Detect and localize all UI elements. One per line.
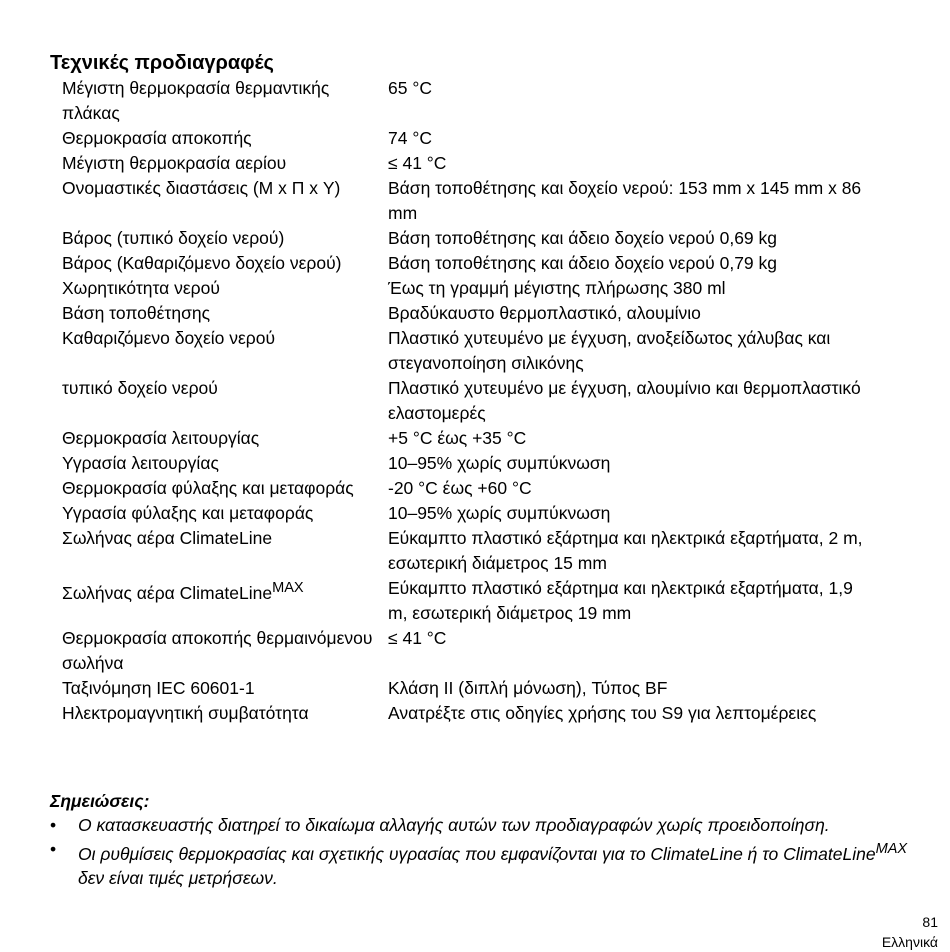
spec-label: Ονομαστικές διαστάσεις (Μ x Π x Υ) bbox=[62, 178, 341, 198]
spec-value: ≤ 41 °C bbox=[388, 153, 447, 173]
spec-value: 10–95% χωρίς συμπύκνωση bbox=[388, 503, 611, 523]
spec-label: Χωρητικότητα νερού bbox=[62, 278, 220, 298]
table-row bbox=[62, 326, 868, 376]
bullet-icon: • bbox=[50, 839, 57, 859]
spec-value: Ανατρέξτε στις οδηγίες χρήσης του S9 για λεπτομέρειες bbox=[388, 703, 817, 723]
spec-value: Βάση τοποθέτησης και άδειο δοχείο νερού 0,79 kg bbox=[388, 253, 777, 273]
table-row bbox=[62, 151, 868, 176]
spec-value: Έως τη γραμμή μέγιστης πλήρωσης 380 ml bbox=[388, 278, 726, 298]
spec-value: -20 °C έως +60 °C bbox=[388, 478, 532, 498]
page-footer bbox=[882, 912, 938, 952]
table-row bbox=[62, 676, 868, 701]
spec-label: Θερμοκρασία φύλαξης και μεταφοράς bbox=[62, 478, 354, 498]
spec-label: Υγρασία λειτουργίας bbox=[62, 453, 219, 473]
spec-value: Βάση τοποθέτησης και δοχείο νερού: 153 mm x 145 mm x 86 mm bbox=[388, 178, 862, 223]
spec-label: Βάρος (τυπικό δοχείο νερού) bbox=[62, 228, 285, 248]
language-label: Ελληνικά bbox=[881, 934, 938, 950]
table-row bbox=[62, 126, 868, 151]
spec-label: Θερμοκρασία λειτουργίας bbox=[62, 428, 260, 448]
spec-label: Σωλήνας αέρα ClimateLine bbox=[62, 528, 273, 548]
trademark-superscript: MAX bbox=[875, 841, 908, 857]
notes-heading: Σημειώσεις: bbox=[50, 791, 150, 811]
table-row bbox=[62, 451, 868, 476]
note-text: Ο κατασκευαστής διατηρεί το δικαίωμα αλλαγής αυτών των προδιαγραφών χωρίς προειδοποίηση. bbox=[78, 815, 830, 835]
specifications-table bbox=[62, 76, 868, 726]
table-row bbox=[62, 576, 868, 626]
spec-label-text: Σωλήνας αέρα ClimateLine bbox=[62, 582, 273, 603]
table-row bbox=[62, 276, 868, 301]
spec-value: Εύκαμπτο πλαστικό εξάρτημα και ηλεκτρικά εξαρτήματα, 1,9 m, εσωτερική διάμετρος 19 mm bbox=[388, 578, 853, 623]
table-row bbox=[62, 376, 868, 426]
spec-label: Καθαριζόμενο δοχείο νερού bbox=[62, 328, 276, 348]
spec-value: Πλαστικό χυτευμένο με έγχυση, αλουμίνιο και θερμοπλαστικό ελαστομερές bbox=[388, 378, 861, 423]
table-row bbox=[62, 176, 868, 226]
note-text: Οι ρυθμίσεις θερμοκρασίας και σχετικής υγρασίας που εμφανίζονται για το ClimateLine ή το ClimateLine bbox=[78, 843, 876, 864]
spec-label: Μέγιστη θερμοκρασία αερίου bbox=[62, 153, 287, 173]
table-row bbox=[62, 226, 868, 251]
spec-value: 74 °C bbox=[388, 128, 432, 148]
table-row bbox=[62, 501, 868, 526]
spec-label: Ηλεκτρομαγνητική συμβατότητα bbox=[62, 703, 309, 723]
spec-value: Βάση τοποθέτησης και άδειο δοχείο νερού 0,69 kg bbox=[388, 228, 777, 248]
spec-label: Μέγιστη θερμοκρασία θερμαντικής πλάκας bbox=[62, 78, 330, 123]
trademark-superscript: MAX bbox=[272, 580, 304, 596]
table-row bbox=[62, 626, 868, 676]
spec-value: ≤ 41 °C bbox=[388, 628, 447, 648]
spec-label: Ταξινόμηση IEC 60601-1 bbox=[62, 678, 255, 698]
spec-label: τυπικό δοχείο νερού bbox=[62, 378, 218, 398]
table-row bbox=[62, 301, 868, 326]
table-row bbox=[62, 426, 868, 451]
spec-label: Βάση τοποθέτησης bbox=[62, 303, 211, 323]
note-item bbox=[50, 813, 918, 837]
table-row bbox=[62, 526, 868, 576]
note-item bbox=[50, 837, 918, 890]
note-text-end: δεν είναι τιμές μετρήσεων. bbox=[78, 867, 278, 888]
spec-value: Κλάση II (διπλή μόνωση), Τύπος BF bbox=[388, 678, 668, 698]
table-row bbox=[62, 251, 868, 276]
spec-value: Εύκαμπτο πλαστικό εξάρτημα και ηλεκτρικά εξαρτήματα, 2 m, εσωτερική διάμετρος 15 mm bbox=[388, 528, 863, 573]
spec-value: +5 °C έως +35 °C bbox=[388, 428, 527, 448]
spec-label bbox=[62, 576, 388, 626]
bullet-icon: • bbox=[50, 815, 57, 835]
table-row bbox=[62, 76, 868, 126]
spec-label: Βάρος (Καθαριζόμενο δοχείο νερού) bbox=[62, 253, 342, 273]
spec-label: Υγρασία φύλαξης και μεταφοράς bbox=[62, 503, 314, 523]
spec-value: 65 °C bbox=[388, 78, 432, 98]
page-title: Τεχνικές προδιαγραφές bbox=[50, 52, 274, 74]
spec-value: Βραδύκαυστο θερμοπλαστικό, αλουμίνιο bbox=[388, 303, 701, 323]
spec-label: Θερμοκρασία αποκοπής bbox=[62, 128, 252, 148]
spec-value: 10–95% χωρίς συμπύκνωση bbox=[388, 453, 611, 473]
page-number: 81 bbox=[922, 914, 938, 930]
notes-section bbox=[50, 789, 918, 890]
spec-value: Πλαστικό χυτευμένο με έγχυση, ανοξείδωτος χάλυβας και στεγανοποίηση σιλικόνης bbox=[388, 328, 831, 373]
spec-label: Θερμοκρασία αποκοπής θερμαινόμενου σωλήνα bbox=[62, 628, 373, 673]
table-row bbox=[62, 701, 868, 726]
table-row bbox=[62, 476, 868, 501]
